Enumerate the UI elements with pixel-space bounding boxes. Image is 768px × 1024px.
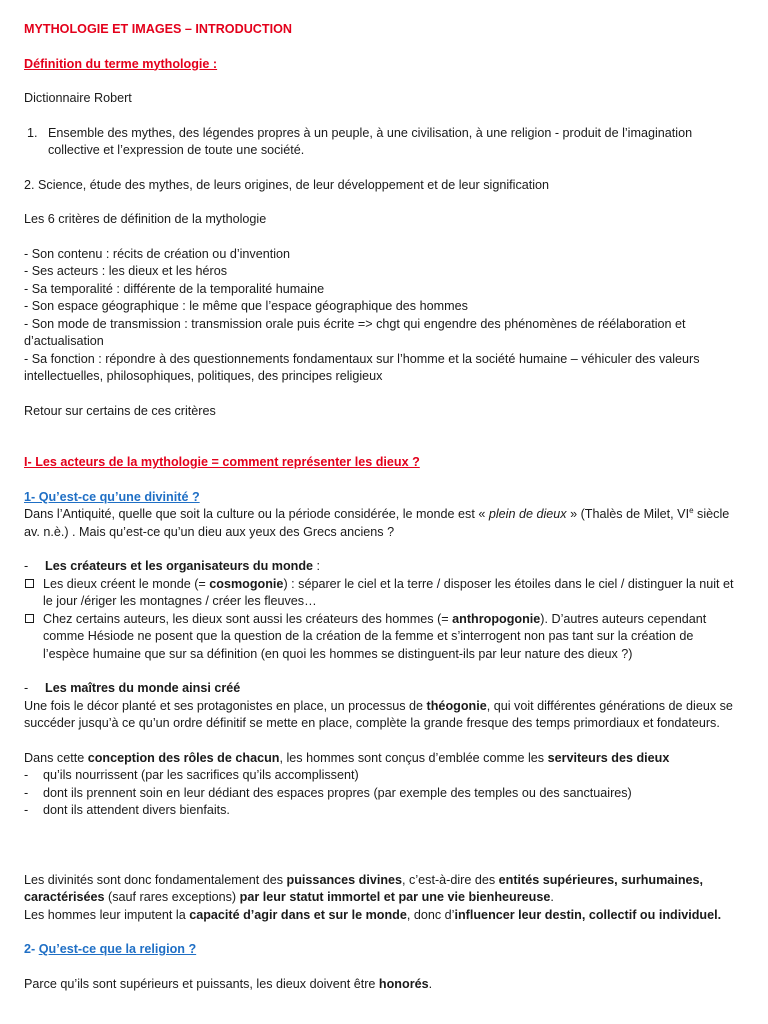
subsection-heading-1: 1- Qu’est-ce qu’une divinité ? [24,489,200,504]
document-page [24,21,736,993]
definition-item-2: 2. Science, étude des mythes, de leurs origines, de leur développement et de leur signification [24,177,550,192]
definition-heading: Définition du terme mythologie : [24,56,218,71]
criteria-item: - Sa fonction : répondre à des questionnements fondamentaux sur l’homme et la société humaine – véhiculer des valeurs intellectuelles, philosophiques, politiques, des principes religieux [24,351,700,383]
creators-heading: - Les créateurs et les organisateurs du monde : [24,559,321,573]
criteria-item: - Son espace géographique : le même que l’espace géographique des hommes [24,299,468,313]
criteria-item: - Ses acteurs : les dieux et les héros [24,264,227,278]
definition-text: Ensemble des mythes, des légendes propres à un peuple, à une civilisation, à une religion - produit de l’imagination collective et l’expression de toute une société. [48,125,693,157]
criteria-item: - Sa temporalité : différente de la temporalité humaine [24,281,325,296]
criteria-list [24,246,736,386]
paragraph-religion: Parce qu’ils sont supérieurs et puissants, les dieux doivent être honorés. [24,976,433,991]
paragraph-humans: Les hommes leur imputent la capacité d’agir dans et sur le monde, donc d’influencer leur destin, collectif ou individuel. [24,907,722,922]
servants-item: - dont ils prennent soin en leur dédiant des espaces propres (par exemple des temples ou des sanctuaires) [24,785,632,800]
masters-heading: - Les maîtres du monde ainsi créé [24,681,241,695]
paragraph-divinities: Les divinités sont donc fondamentalement des puissances divines, c’est-à-dire des entités supérieures, surhumaines, caractérisées (sauf rares exceptions) par leur statut immortel et par une vie bienheureuse. [24,872,704,904]
criteria-item: - Son contenu : récits de création ou d’invention [24,246,291,261]
criteria-intro: Les 6 critères de définition de la mythologie [24,212,267,226]
paragraph-divinity: Dans l’Antiquité, quelle que soit la culture ou la période considérée, le monde est « plein de dieux » (Thalès de Milet, VIe siècle av. n.è.) . Mais qu’est-ce qu’un dieu aux yeux des Grecs anciens ? [24,505,730,539]
paragraph-theogony: Une fois le décor planté et ses protagonistes en place, un processus de théogonie, qui voit différentes générations de dieux se succéder jusqu’à ce qu’un ordre définitif se mette en place, complète la grande fresque des temps primordiaux et fondateurs. [24,698,733,730]
document-title: MYTHOLOGIE ET IMAGES – INTRODUCTION [24,22,292,36]
dictionary-source: Dictionnaire Robert [24,91,132,105]
checkbox-bullet-item: Les dieux créent le monde (= cosmogonie) : séparer le ciel et la terre / disposer les étoiles dans le ciel / distinguer la nuit et le jour /ériger les montagnes / créer les fleuves… [24,576,736,611]
subsection-heading-2: 2- Qu’est-ce que la religion ? [24,942,197,956]
checkbox-bullet-icon [25,614,34,623]
criteria-item: - Son mode de transmission : transmission orale puis écrite => chgt qui engendre des phénomènes de réélaboration et d’actualisation [24,316,686,348]
checkbox-bullet-item: Chez certains auteurs, les dieux sont aussi les créateurs des hommes (= anthropogonie). D’autres auteurs cependant comme Hésiode ne posent que la question de la création de la femme et s’interrogent non pas tant sur la création de l’espèce humaine que sur sa définition (en quoi les hommes se distinguent-ils par leur nature des dieux ?) [24,611,736,664]
paragraph-roles: Dans cette conception des rôles de chacun, les hommes sont conçus d’emblée comme les serviteurs des dieux [24,750,670,765]
definition-item-1 [24,125,736,160]
servants-item: - qu’ils nourrissent (par les sacrifices qu’ils accomplissent) [24,768,359,782]
definition-list [24,125,736,160]
servants-list [24,767,736,820]
retour-line: Retour sur certains de ces critères [24,403,216,418]
definition-number: 1. [27,125,38,140]
servants-item: - dont ils attendent divers bienfaits. [24,803,230,817]
section-heading-1: I- Les acteurs de la mythologie = comment représenter les dieux ? [24,455,420,469]
checkbox-bullet-icon [25,579,34,588]
